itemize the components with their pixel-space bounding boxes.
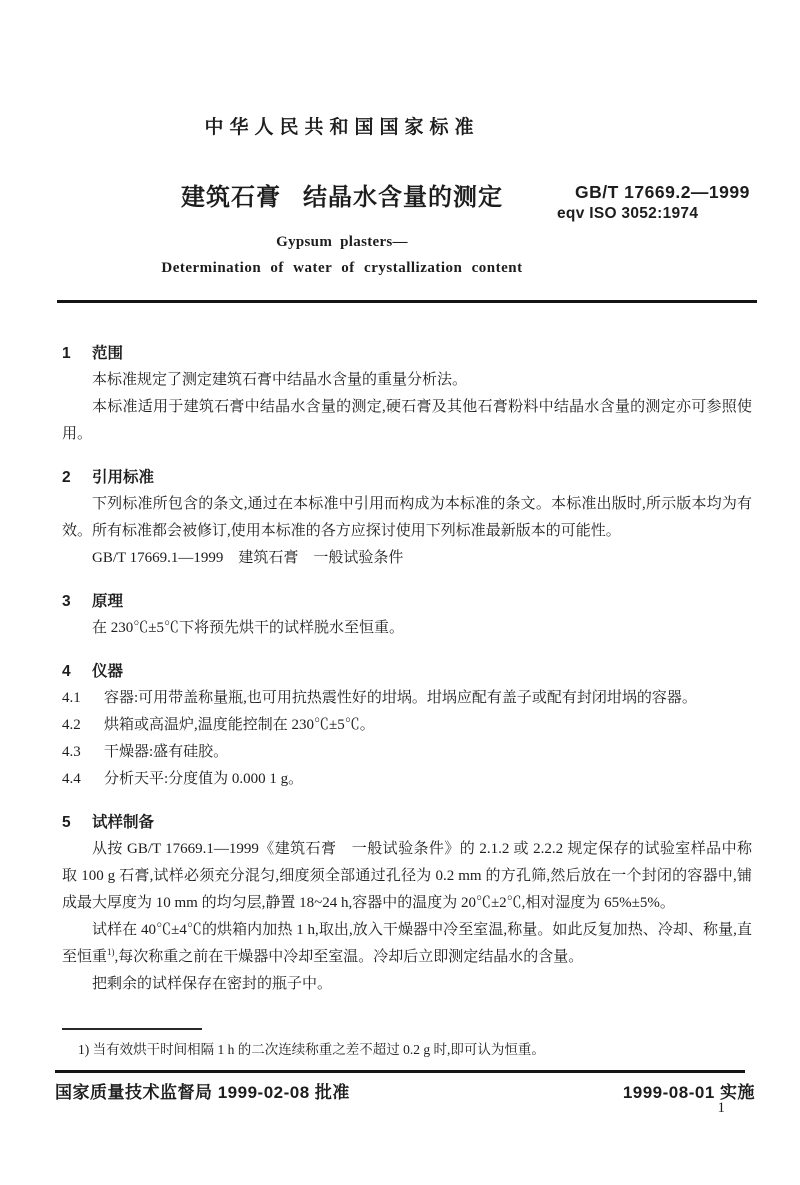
section-3-title: 原理 [92, 593, 124, 610]
section-4-title: 仪器 [92, 663, 124, 680]
standard-code: GB/T 17669.2—1999 [575, 182, 750, 202]
country-standard-label: 中华人民共和国国家标准 [204, 117, 480, 138]
document-title-en-line2: Determination of water of crystallization content [161, 260, 523, 276]
implementation-date: 1999-08-01 实施 [622, 1083, 755, 1102]
apparatus-item-number: 4.3 [62, 744, 81, 760]
section-5-title: 试样制备 [92, 814, 155, 831]
apparatus-item-text: 干燥器:盛有硅胶。 [104, 744, 229, 760]
section-5-paragraph-2 [62, 917, 752, 971]
approval-statement: 国家质量技术监督局 1999-02-08 批准 [55, 1083, 350, 1102]
section-5-paragraph-3: 把剩余的试样保存在密封的瓶子中。 [92, 976, 333, 992]
apparatus-item-text: 分析天平:分度值为 0.000 1 g。 [104, 771, 304, 787]
section-1-title: 范围 [92, 345, 124, 362]
section-2-heading [62, 464, 752, 491]
section-1-number: 1 [62, 345, 71, 362]
apparatus-item-4-2 [62, 712, 752, 739]
apparatus-item-4-3 [62, 739, 752, 766]
header-title-column [62, 112, 622, 277]
page-number: 1 [717, 1100, 725, 1116]
apparatus-item-4-1 [62, 685, 752, 712]
section-4-number: 4 [62, 663, 71, 680]
document-body [62, 332, 752, 998]
section-1-paragraph-2: 本标准适用于建筑石膏中结晶水含量的测定,硬石膏及其他石膏粉料中结晶水含量的测定亦可参照使用。 [62, 399, 752, 442]
standard-equivalence: eqv ISO 3052:1974 [557, 205, 699, 222]
footnote-block [62, 1028, 755, 1060]
footer-divider-rule [55, 1070, 745, 1073]
section-3-number: 3 [62, 593, 71, 610]
footer-row [55, 1078, 755, 1103]
document-title-zh [62, 177, 622, 212]
section-2-reference: GB/T 17669.1—1999 建筑石膏 一般试验条件 [92, 550, 404, 566]
document-title-en-line1: Gypsum plasters— [276, 234, 408, 250]
footnote-reference-marker: 1) [107, 947, 115, 957]
section-3-heading [62, 588, 752, 615]
apparatus-item-number: 4.2 [62, 717, 81, 733]
footnote-text: 1) 当有效烘干时间相隔 1 h 的二次连续称重之差不超过 0.2 g 时,即可认为恒重。 [78, 1042, 545, 1057]
apparatus-item-number: 4.4 [62, 771, 81, 787]
section-3-paragraph-1: 在 230℃±5℃下将预先烘干的试样脱水至恒重。 [92, 620, 404, 636]
section-2-title: 引用标准 [92, 469, 155, 486]
section-2-number: 2 [62, 469, 71, 486]
standard-number-block [557, 182, 750, 223]
footnote-separator-rule [62, 1028, 202, 1030]
title-zh-part2: 结晶水含量的测定 [303, 184, 503, 211]
section-5-heading [62, 809, 752, 836]
section-1-paragraph-1: 本标准规定了测定建筑石膏中结晶水含量的重量分析法。 [92, 372, 468, 388]
document-header [62, 112, 755, 277]
paragraph-text-before-ref: 试样在 40℃±4℃的烘箱内加热 1 h,取出,放入干燥器中冷至室温,称量。如此反复加热、冷却、称量,直至恒重 [62, 922, 752, 965]
section-4-heading [62, 658, 752, 685]
header-divider-rule [57, 300, 757, 303]
section-5-number: 5 [62, 814, 71, 831]
apparatus-item-number: 4.1 [62, 690, 81, 706]
section-2-paragraph-1: 下列标准所包含的条文,通过在本标准中引用而构成为本标准的条文。本标准出版时,所示版本均为有效。所有标准都会被修订,使用本标准的各方应探讨使用下列标准最新版本的可能性。 [62, 496, 752, 539]
section-5-paragraph-1: 从按 GB/T 17669.1—1999《建筑石膏 一般试验条件》的 2.1.2 或 2.2.2 规定保存的试验室样品中称取 100 g 石膏,试样必须充分混匀,细度须全部通过孔径为 0.2 mm 的方孔筛,然后放在一个封闭的容器中,铺成最大厚度为 10 mm 的均匀层,静置 18~24 h,容器中的温度为 20℃±2℃,相对湿度为 65%±5%。 [62, 841, 752, 911]
apparatus-item-4-4 [62, 766, 752, 793]
apparatus-item-text: 烘箱或高温炉,温度能控制在 230℃±5℃。 [104, 717, 375, 733]
apparatus-item-text: 容器:可用带盖称量瓶,也可用抗热震性好的坩埚。坩埚应配有盖子或配有封闭坩埚的容器。 [104, 690, 697, 706]
section-1-heading [62, 340, 752, 367]
paragraph-text-after-ref: ,每次称重之前在干燥器中冷却至室温。冷却后立即测定结晶水的含量。 [114, 949, 584, 965]
title-zh-part1: 建筑石膏 [181, 184, 281, 211]
